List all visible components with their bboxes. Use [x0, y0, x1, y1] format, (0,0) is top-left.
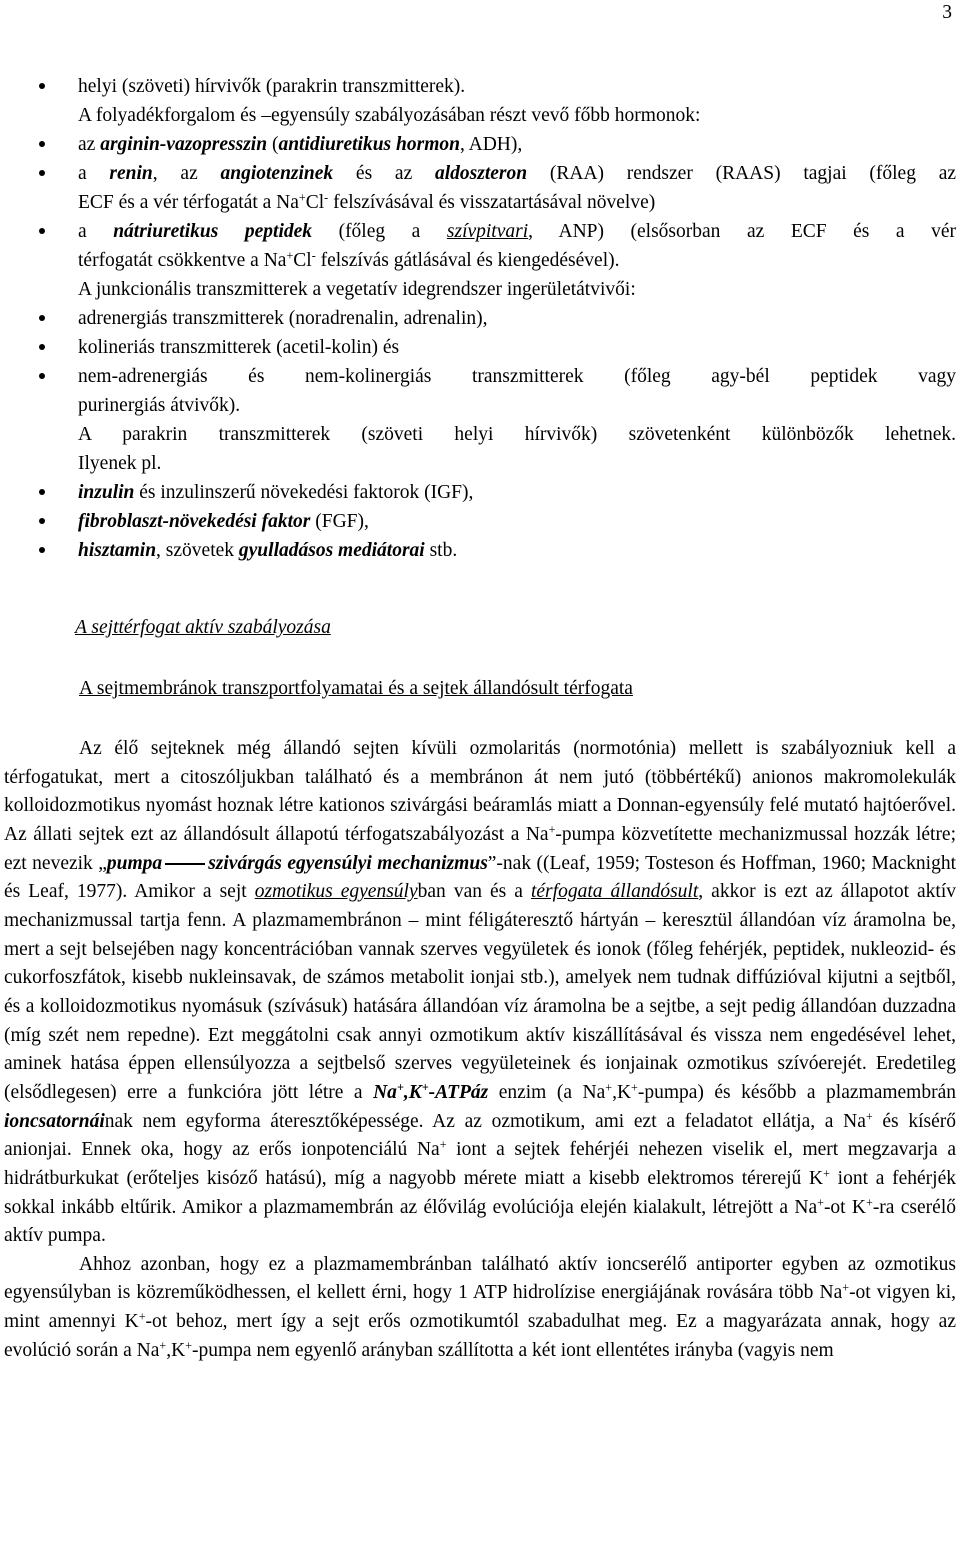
list-item: nem-adrenergiás és nem-kolinergiás transzmitterek (főleg agy-bél peptidek vagy purinergiás átvivők).	[4, 362, 956, 420]
page-number: 3	[942, 2, 952, 23]
list-item: adrenergiás transzmitterek (noradrenalin, adrenalin),	[4, 304, 956, 333]
long-dash	[165, 863, 205, 865]
paragraph: Ahhoz azonban, hogy ez a plazmamembránban található aktív ioncserélő antiporter egyben az ozmotikus egyensúlyban is közreműködhessen, el kellett érni, hogy 1 ATP hidrolízise energiájának rovására több Na+-ot vigyen ki, mint amennyi K+-ot behoz, mert így a sejt erős ozmotikumtól szabadulhat meg. Ez a magyarázata annak, hogy az evolúció során a Na+,K+-pumpa nem egyenlő arányban szállította a két iont ellentétes irányba (vagyis nem	[4, 1253, 956, 1361]
list-item: az arginin-vazopresszin (antidiuretikus hormon, ADH),	[4, 130, 956, 159]
list-intro: A folyadékforgalom és –egyensúly szabályozásában részt vevő főbb hormonok:	[78, 105, 701, 126]
list-item: inzulin és inzulinszerű növekedési faktorok (IGF),	[4, 478, 956, 507]
list-item: kolineriás transzmitterek (acetil-kolin) és	[4, 333, 956, 362]
page-content	[4, 72, 956, 1365]
list-item: helyi (szöveti) hírvivők (parakrin transzmitterek).	[4, 72, 956, 101]
list-item: a nátriuretikus peptidek (főleg a szívpitvari, ANP) (elsősorban az ECF és a vér térfogatát csökkentve a Na+Cl- felszívás gátlásával és kiengedésével).	[4, 217, 956, 275]
list-item: fibroblaszt-növekedési faktor (FGF),	[4, 507, 956, 536]
section-title: A sejttérfogat aktív szabályozása	[75, 617, 331, 638]
list-item: a renin, az angiotenzinek és az aldoszteron (RAA) rendszer (RAAS) tagjai (főleg az ECF és a vér térfogatát a Na+Cl- felszívásával és visszatartásával növelve)	[4, 159, 956, 217]
section-subtitle: A sejtmembránok transzportfolyamatai és a sejtek állandósult térfogata	[79, 678, 633, 699]
list-note: A parakrin transzmitterek (szöveti helyi hírvivők) szövetenként különbözők lehetnek. Ilyenek pl.	[78, 424, 956, 474]
list-intro: A junkcionális transzmitterek a vegetatív idegrendszer ingerületátvivői:	[78, 279, 636, 300]
list-item: hisztamin, szövetek gyulladásos mediátorai stb.	[4, 536, 956, 565]
paragraph: Az élő sejteknek még állandó sejten kívüli ozmolaritás (normotónia) mellett is szabályozniuk kell a térfogatukat, mert a citoszóljukban található és a membránon át nem jutó (többértékű) anionos makromolekulák kolloidozmotikus nyomást hoznak létre kationos szivárgási beáramlás miatt a Donnan-egyensúly felé mutató hajtóerővel. Az állati sejtek ezt az állandósult állapotú térfogatszabályozást a Na+-pumpa közvetítette mechanizmussal hozzák létre; ezt nevezik „pumpa szivárgás egyensúlyi mechanizmus”-nak ((Leaf, 1959; Tosteson és Hoffman, 1960; Macknight és Leaf, 1977). Amikor a sejt ozmotikus egyensúlyban van és a térfogata állandósult, akkor is ezt az állapotot aktív mechanizmussal tartja fenn. A plazmamembránon – mint féligáteresztő hártyán – keresztül állandóan víz áramolna be, mert a sejt belsejében nagy koncentrációban vannak szerves vegyületek és ionok (főleg fehérjék, peptidek, nukleozid- és cukorfoszfátok, kisebb nukleinsavak, de számos metabolit ionjai stb.), amelyek nem tudnak diffúzióval kijutni a sejtből, és a kolloidozmotikus nyomásuk (szívásuk) hatására állandóan víz áramolna be a sejtbe, a sejt pedig állandóan duzzadna (míg szét nem repedne). Ezt meggátolni csak annyi ozmotikum aktív kiszállításával és vissza nem engedésével lehet, aminek hatása éppen ellensúlyozza a sejtbelső szerves vegyületeinek és ionjainak ozmotikus szívóerejét. Eredetileg (elsődlegesen) erre a funkcióra jött létre a Na+,K+-ATPáz enzim (a Na+,K+-pumpa) és később a plazmamembrán ioncsatornáinak nem egyforma áteresztőképessége. Az az ozmotikum, ami ezt a feladatot ellátja, a Na+ és kísérő anionjai. Ennek oka, hogy az erős ionpotenciálú Na+ iont a sejtek fehérjéi nehezen viselik el, mert megzavarja a hidrátburkukat (erőteljes kisóző hatású), míg a nagyobb mérete miatt a kisebb elektromos térerejű K+ iont a fehérjék sokkal inkább eltűrik. Amikor a plazmamembrán az élővilág evolúciója elején kialakult, létrejött a Na+-ot K+-ra cserélő aktív pumpa.	[4, 738, 957, 1247]
